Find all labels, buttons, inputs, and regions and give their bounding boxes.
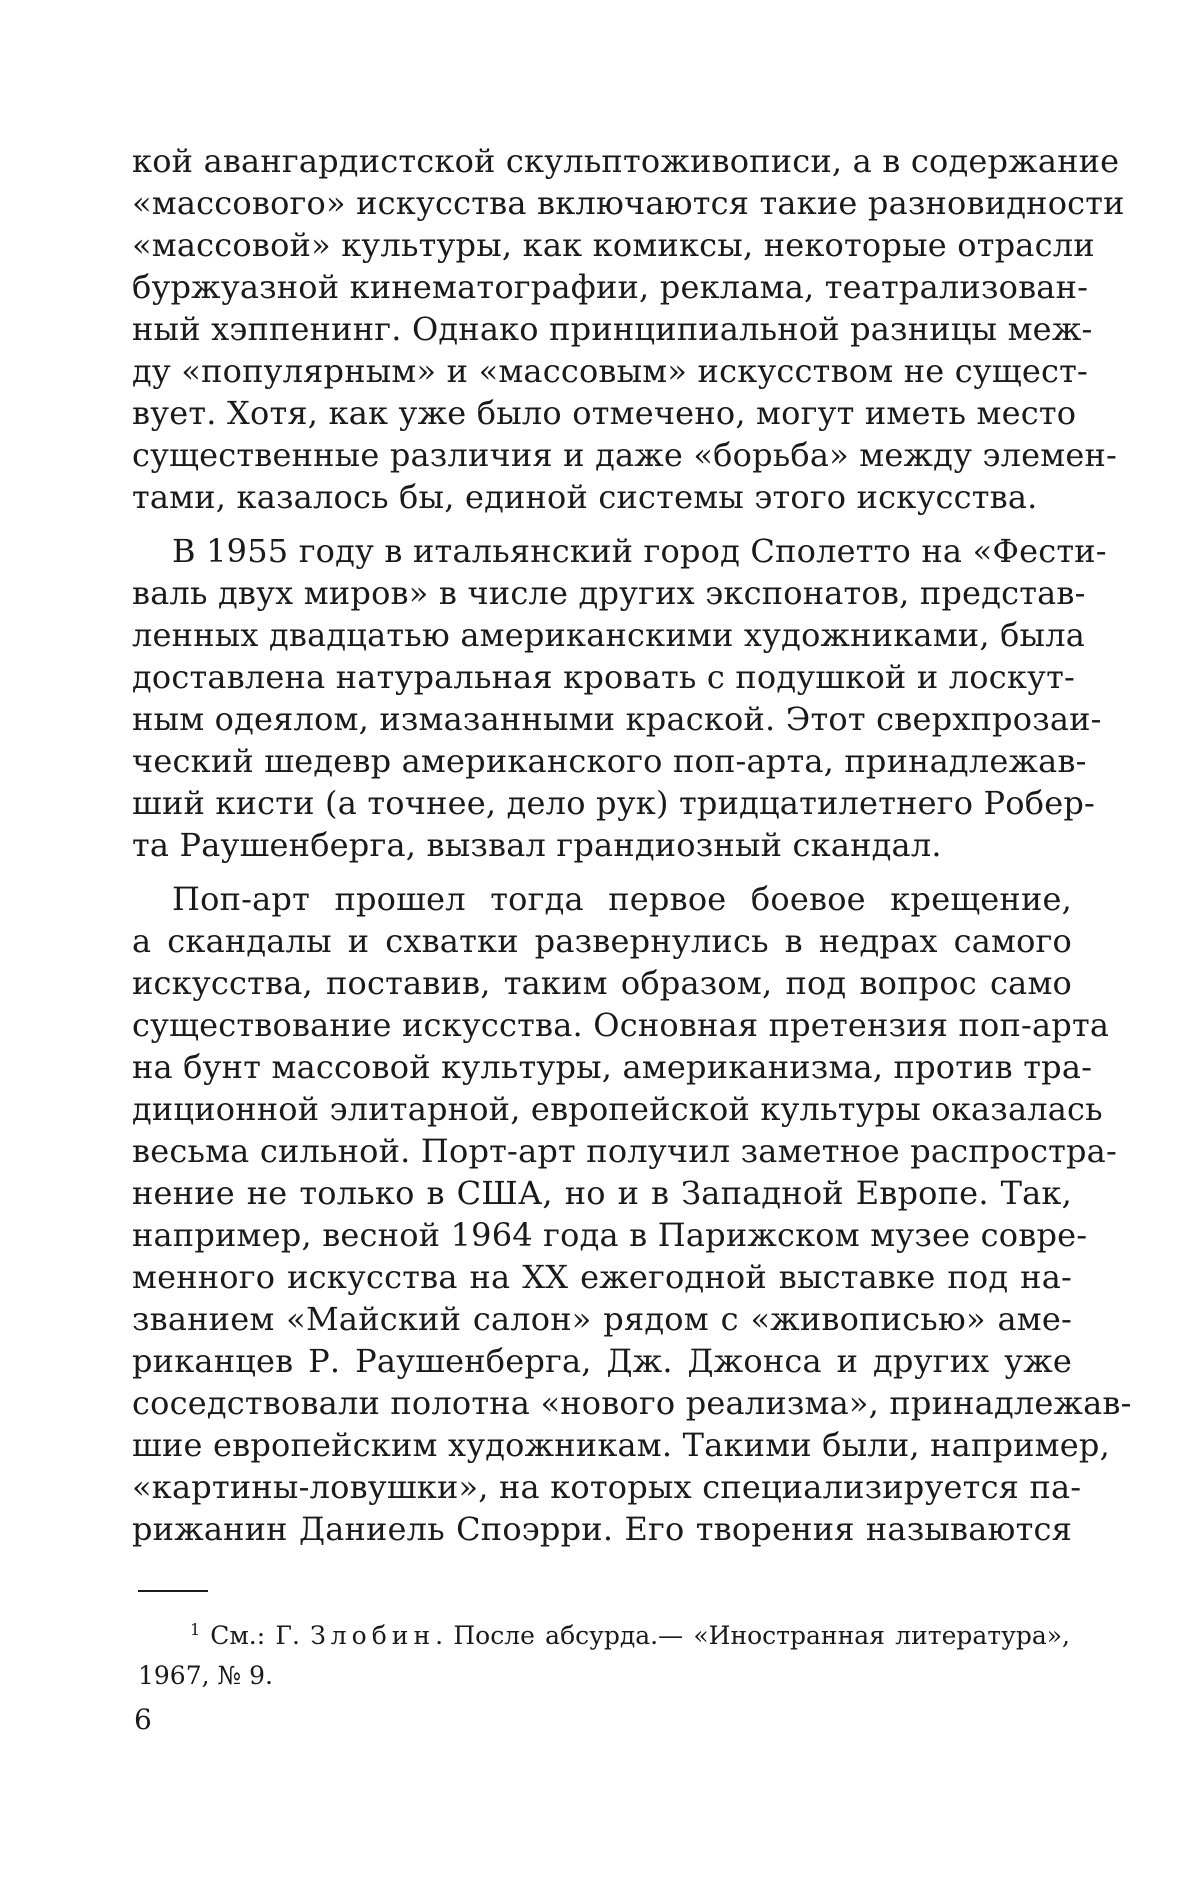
page-number: 6 [134,1703,152,1736]
text-line: существование искусства. Основная претензия поп-арта [132,1006,1110,1044]
text-line: весьма сильной. Порт-арт получил заметное распростра- [132,1132,1117,1170]
text-line: менного искусства на XX ежегодной выставке под на- [132,1258,1072,1296]
footnote-divider [138,1590,208,1592]
text-line: «массового» искусства включаются такие разновидности [132,184,1125,222]
text-line: буржуазной кинематографии, реклама, театрализован- [132,268,1089,306]
paragraph-3 [132,878,1132,1550]
text-line: званием «Майский салон» рядом с «живописью» аме- [132,1300,1072,1338]
text-line: шие европейским художникам. Такими были, например, [132,1426,1110,1464]
text-line: та Раушенберга, вызвал грандиозный скандал. [132,826,942,864]
text-line: например, весной 1964 года в Парижском музее совре- [132,1216,1088,1254]
text-line: тами, казалось бы, единой системы этого искусства. [132,478,1038,516]
text-line: валь двух миров» в числе других экспонатов, представ- [132,574,1086,612]
text-line: диционной элитарной, европейской культуры оказалась [132,1090,1103,1128]
text-line: В 1955 году в итальянский город Сполетто на «Фести- [172,532,1107,570]
text-line: а скандалы и схватки развернулись в недрах самого [132,922,1072,960]
footnote-line [138,1610,1070,1656]
text-line: существенные различия и даже «борьба» между элемен- [132,436,1118,474]
footnote-text: . После абсурда.— «Иностранная литература», [435,1621,1070,1650]
text-line: ший кисти (а точнее, дело рук) тридцатилетнего Робер- [132,784,1096,822]
text-line: соседствовали полотна «нового реализма», принадлежав- [132,1384,1132,1422]
text-line: вует. Хотя, как уже было отмечено, могут иметь место [132,394,1077,432]
text-line: ным одеялом, измазанными краской. Этот сверхпрозаи- [132,700,1102,738]
text-line: «картины-ловушки», на которых специализируется па- [132,1468,1082,1506]
main-text [132,140,1132,1550]
text-line: Поп-арт прошел тогда первое боевое крещение, [172,880,1072,918]
text-line: на бунт массовой культуры, американизма, против тра- [132,1048,1093,1086]
footnote-author: Злобин [310,1621,436,1650]
text-line: риканцев Р. Раушенберга, Дж. Джонса и других уже [132,1342,1072,1380]
footnote [138,1610,1070,1696]
paragraph-2 [132,530,1107,866]
text-line: ческий шедевр американского поп-арта, принадлежав- [132,742,1087,780]
paragraph-1 [132,140,1125,518]
footnote-prefix: См.: Г. [210,1621,311,1650]
text-fragment: ный хэппенинг [132,310,392,348]
text-line: искусства, поставив, таким образом, под вопрос само [132,964,1072,1002]
text-line: доставлена натуральная кровать с подушкой и лоскут- [132,658,1075,696]
footnote-mark: 1 [190,1620,201,1639]
text-line: ду «популярным» и «массовым» искусством не сущест- [132,352,1089,390]
text-line-with-footnote [132,308,1093,350]
text-line: «массовой» культуры, как комиксы, некоторые отрасли [132,226,1095,264]
footnote-line: 1967, № 9. [138,1661,273,1690]
text-line: ленных двадцатью американскими художниками, была [132,616,1086,654]
text-fragment: . Однако принципиальной разницы меж- [391,310,1093,348]
text-line: кой авангардистской скульптоживописи, а в содержание [132,142,1120,180]
text-line: рижанин Даниель Споэрри. Его творения называются [132,1510,1072,1548]
text-line: нение не только в США, но и в Западной Европе. Так, [132,1174,1072,1212]
